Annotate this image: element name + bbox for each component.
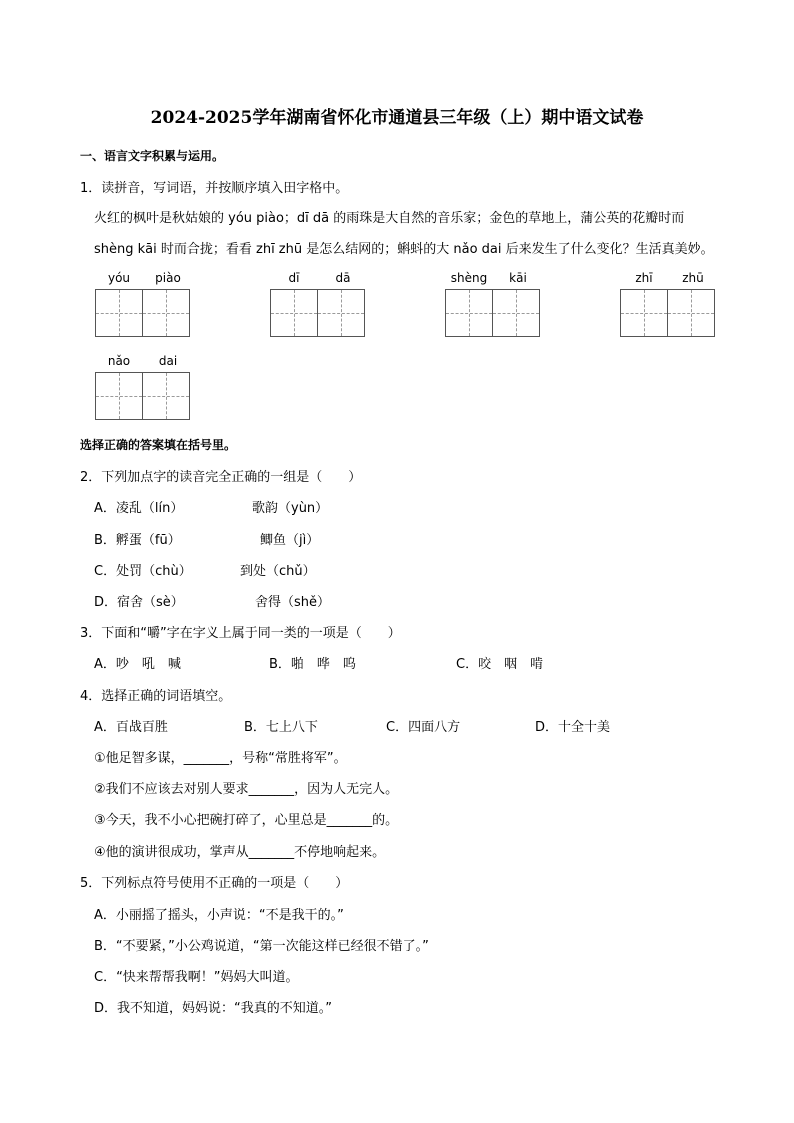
q2-option-c-word2: 到处（chǔ） [240,564,316,579]
q4-item-1: ①他足智多谋，_______，号称“常胜将军”。 [94,751,347,766]
q3-option-a[interactable]: A．吵 吼 喊 [94,657,181,672]
q3-option-c[interactable]: C．咬 咽 啃 [456,657,544,672]
tianzige-cell[interactable] [317,289,365,337]
pinyin-label: shèng [450,271,488,285]
tianzige-cell[interactable] [667,289,715,337]
q4-item-2: ②我们不应该去对别人要求_______，因为人无完人。 [94,782,399,797]
q4-item-3: ③今天，我不小心把碗打碎了，心里总是_______的。 [94,813,399,828]
q5-option-c[interactable]: C．“快来帮帮我啊！”妈妈大叫道。 [94,970,299,985]
question-2-stem: 2．下列加点字的读音完全正确的一组是（ ） [80,470,362,485]
page-title: 2024-2025学年湖南省怀化市通道县三年级（上）期中语文试卷 [150,108,644,128]
pinyin-label: piào [155,271,181,285]
tianzige-cell[interactable] [95,372,143,420]
q2-option-c[interactable]: C．处罚（chù） [94,564,192,579]
question-1-stem: 1．读拼音，写词语，并按顺序填入田字格中。 [80,181,349,196]
q4-option-b[interactable]: B．七上八下 [244,720,318,735]
tianzige-cell[interactable] [620,289,668,337]
question-5-stem: 5．下列标点符号使用不正确的一项是（ ） [80,876,349,891]
pinyin-label: dī [288,271,300,285]
tianzige-cell[interactable] [142,372,190,420]
pinyin-label: zhī [635,271,653,285]
section-heading: 一、语言文字积累与运用。 [80,149,225,163]
pinyin-label: nǎo [107,354,131,368]
q4-item-4: ④他的演讲很成功，掌声从_______不停地响起来。 [94,845,386,860]
q4-option-d[interactable]: D．十全十美 [535,720,611,735]
question-1-passage-line-1: 火红的枫叶是秋姑娘的 yóu piào；dī dā 的雨珠是大自然的音乐家；金色的草地上，蒲公英的花瓣时而 [94,211,685,226]
q4-option-a[interactable]: A．百战百胜 [94,720,168,735]
question-3-stem: 3．下面和“嚼”字在字义上属于同一类的一项是（ ） [80,626,401,641]
pinyin-label: kāi [509,271,527,285]
q2-option-a-word2: 歌韵（yùn） [252,501,329,516]
instruction-heading: 选择正确的答案填在括号里。 [80,438,237,452]
pinyin-label: dai [158,354,178,368]
question-4-stem: 4．选择正确的词语填空。 [80,689,232,704]
tianzige-cell[interactable] [445,289,493,337]
pinyin-label: yóu [107,271,131,285]
q5-option-d[interactable]: D．我不知道，妈妈说：“我真的不知道。” [94,1001,332,1016]
q4-option-c[interactable]: C．四面八方 [386,720,461,735]
question-1-passage-line-2: shèng kāi 时而合拢；看看 zhī zhū 是怎么结网的；蝌蚪的大 nǎo dai 后来发生了什么变化？生活真美妙。 [94,242,714,257]
q2-option-d[interactable]: D．宿舍（sè） [94,595,184,610]
q5-option-a[interactable]: A．小丽摇了摇头，小声说：“不是我干的。” [94,908,344,923]
q2-option-b[interactable]: B．孵蛋（fū） [94,533,181,548]
q2-option-d-word2: 舍得（shě） [255,595,331,610]
pinyin-label: dā [335,271,351,285]
tianzige-cell[interactable] [492,289,540,337]
tianzige-cell[interactable] [142,289,190,337]
tianzige-cell[interactable] [270,289,318,337]
pinyin-label: zhū [682,271,704,285]
q3-option-b[interactable]: B．啪 哗 呜 [269,657,356,672]
q2-option-a[interactable]: A．凌乱（lín） [94,501,184,516]
tianzige-cell[interactable] [95,289,143,337]
q5-option-b[interactable]: B．“不要紧，”小公鸡说道，“第一次能这样已经很不错了。” [94,939,429,954]
q2-option-b-word2: 鲫鱼（jì） [260,533,320,548]
